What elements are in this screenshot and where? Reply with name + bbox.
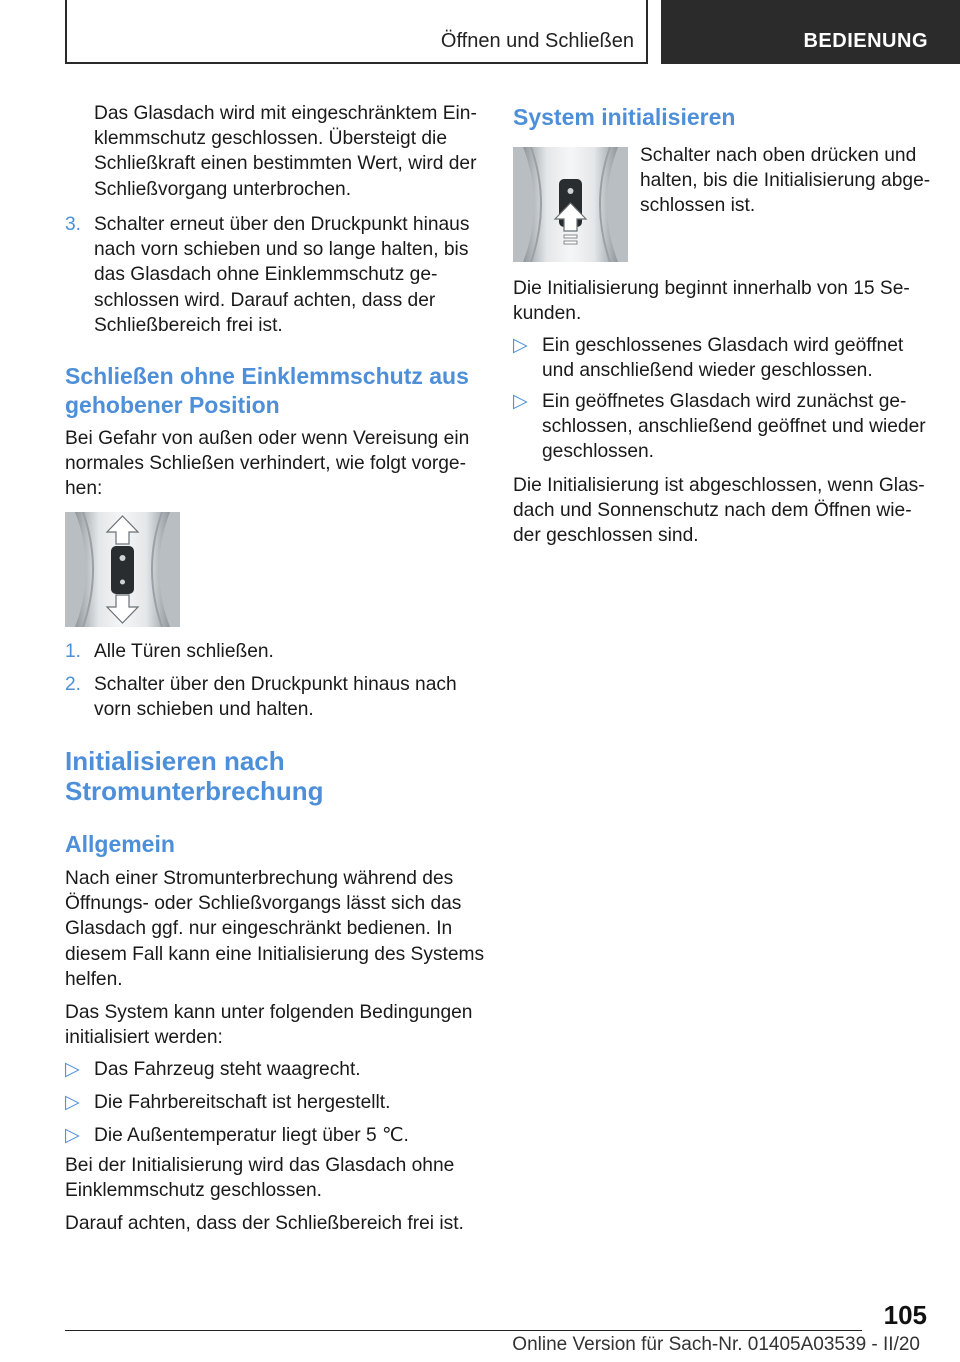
text-line: normales Schließen verhindert, wie folgt vorge-	[65, 453, 466, 475]
general-body-2	[65, 1000, 495, 1050]
bullet-triangle-icon: ▷	[513, 335, 528, 356]
heading-line: Stromunterbrechung	[65, 776, 324, 806]
section-heading-initialize	[65, 746, 495, 806]
section-title: Öffnen und Schließen	[440, 30, 634, 52]
init-body-2	[513, 473, 933, 549]
step-3	[65, 212, 495, 338]
text-line: Das Glasdach wird mit eingeschränktem Ein-	[94, 103, 477, 124]
text-line: helfen.	[65, 968, 123, 990]
bullet-text: Die Fahrbereitschaft ist hergestellt.	[94, 1092, 391, 1113]
text-line: Die Initialisierung ist abgeschlossen, wenn Glas-	[513, 475, 925, 496]
page-number: 105	[883, 1300, 927, 1330]
init-body-1	[513, 276, 933, 326]
text-line: hen:	[65, 478, 103, 500]
text-line: Schließkraft einen bestimmten Wert, wird der	[94, 153, 477, 175]
step-number: 3.	[65, 214, 82, 235]
step-number: 2.	[65, 674, 82, 695]
text-line: Schließbereich frei ist.	[94, 314, 283, 336]
text-line: Schalter nach oben drücken und	[640, 145, 917, 166]
intro-paragraph	[94, 101, 494, 202]
text-line: Schalter erneut über den Druckpunkt hinaus	[94, 214, 470, 235]
text-line: schlossen ist.	[640, 195, 756, 217]
text-line: das Glasdach ohne Einklemmschutz ge-	[94, 264, 438, 286]
switch-up-figure	[513, 147, 628, 262]
switch-illustration-icon	[513, 147, 628, 262]
list-item	[65, 1057, 495, 1082]
switch-up-down-figure	[65, 512, 180, 627]
text-line: Bei Gefahr von außen oder wenn Vereisung ein	[65, 428, 470, 449]
bullet-text: Das Fahrzeug steht waagrecht.	[94, 1059, 361, 1080]
text-line: Ein geschlossenes Glasdach wird geöffnet	[542, 335, 904, 356]
general-body-4: Darauf achten, dass der Schließbereich frei ist.	[65, 1213, 464, 1234]
list-item	[513, 333, 933, 383]
text-line: Nach einer Stromunterbrechung während des	[65, 868, 454, 889]
text-line: halten, bis die Initialisierung abge-	[640, 170, 931, 192]
section-heading-system-init: System initialisieren	[513, 104, 736, 130]
step-1	[65, 639, 495, 664]
text-line: vorn schieben und halten.	[94, 699, 314, 721]
header-section-box	[65, 0, 648, 64]
bullet-triangle-icon: ▷	[65, 1092, 80, 1113]
section-heading-closing	[65, 362, 495, 420]
general-body-1	[65, 866, 495, 992]
heading-line: Initialisieren nach	[65, 746, 285, 776]
heading-line: gehobener Position	[65, 392, 280, 418]
text-line: Bei der Initialisierung wird das Glasdach ohne	[65, 1155, 455, 1176]
step-2	[65, 672, 495, 722]
switch-illustration-icon	[65, 512, 180, 627]
text-line: diesem Fall kann eine Initialisierung des Systems	[65, 943, 485, 965]
text-line: geschlossen.	[542, 441, 654, 463]
list-item	[65, 1090, 495, 1115]
bullet-triangle-icon: ▷	[65, 1059, 80, 1080]
general-body-3	[65, 1153, 495, 1203]
text-line: Alle Türen schließen.	[94, 641, 274, 662]
header-chapter-tab	[661, 0, 960, 64]
subheading-general: Allgemein	[65, 831, 175, 857]
closing-body	[65, 426, 495, 502]
text-line: und anschließend wieder geschlossen.	[542, 360, 873, 382]
online-version-note: Online Version für Sach-Nr. 01405A03539 - II/20	[512, 1334, 920, 1355]
text-line: Schalter über den Druckpunkt hinaus nach	[94, 674, 457, 695]
figure-caption	[640, 143, 940, 219]
text-line: der geschlossen sind.	[513, 525, 699, 547]
text-line: Schließvorgang unterbrochen.	[94, 178, 352, 200]
text-line: nach vorn schieben und so lange halten, bis	[94, 239, 469, 261]
bullet-triangle-icon: ▷	[65, 1125, 80, 1146]
heading-line: Schließen ohne Einklemmschutz aus	[65, 363, 469, 389]
chapter-label: BEDIENUNG	[803, 30, 928, 52]
footer-divider	[65, 1330, 862, 1331]
text-line: Das System kann unter folgenden Bedingungen	[65, 1002, 473, 1023]
bullet-triangle-icon: ▷	[513, 391, 528, 412]
text-line: Glasdach ggf. nur eingeschränkt bedienen. In	[65, 918, 453, 940]
text-line: dach und Sonnenschutz nach dem Öffnen wie-	[513, 500, 912, 522]
text-line: schlossen wird. Darauf achten, dass der	[94, 289, 436, 311]
bullet-text: Die Außentemperatur liegt über 5 ℃.	[94, 1125, 409, 1146]
text-line: kunden.	[513, 303, 582, 325]
text-line: Einklemmschutz geschlossen.	[65, 1180, 323, 1202]
text-line: Öffnungs- oder Schließvorgangs lässt sich das	[65, 893, 462, 915]
text-line: Ein geöffnetes Glasdach wird zunächst ge-	[542, 391, 907, 412]
list-item	[513, 389, 933, 465]
text-line: schlossen, anschließend geöffnet und wieder	[542, 416, 926, 438]
text-line: initialisiert werden:	[65, 1027, 223, 1049]
list-item	[65, 1123, 495, 1148]
text-line: Die Initialisierung beginnt innerhalb von 15 Se-	[513, 278, 910, 299]
text-line: klemmschutz geschlossen. Übersteigt die	[94, 128, 447, 150]
step-number: 1.	[65, 641, 82, 662]
